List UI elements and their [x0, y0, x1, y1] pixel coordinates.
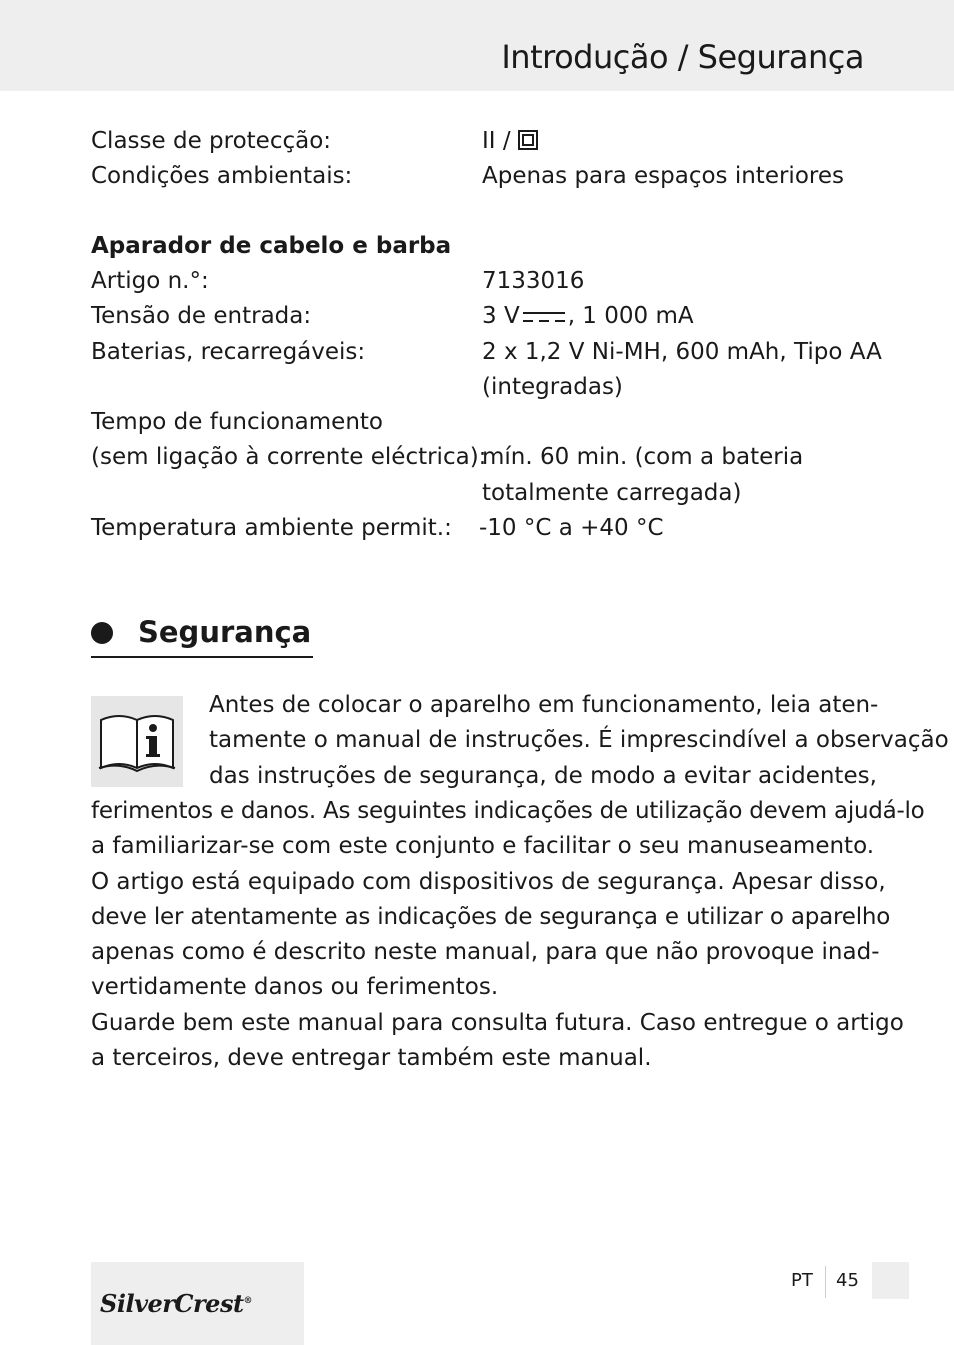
- safety-line: Antes de colocar o aparelho em funcionamento, leia aten-: [209, 692, 879, 718]
- section-heading-safety: [91, 612, 313, 658]
- registered-mark: ®: [243, 1296, 253, 1306]
- spec-value: mín. 60 min. (com a bateria: [482, 444, 804, 470]
- safety-line: deve ler atentamente as indicações de segurança e utilizar o aparelho: [91, 904, 891, 930]
- spec-label: Artigo n.°:: [91, 268, 209, 294]
- spec-value: Apenas para espaços interiores: [482, 163, 844, 189]
- safety-line: vertidamente danos ou ferimentos.: [91, 974, 499, 1000]
- spec-value: (integradas): [482, 374, 623, 400]
- footer-tab: [872, 1262, 909, 1299]
- page-number: 45: [836, 1270, 859, 1291]
- spec-label: Temperatura ambiente permit.:: [91, 515, 452, 541]
- spec-label: (sem ligação à corrente eléctrica):: [91, 444, 487, 470]
- spec-label: Baterias, recarregáveis:: [91, 339, 366, 365]
- safety-line: O artigo está equipado com dispositivos de segurança. Apesar disso,: [91, 869, 886, 895]
- page-title: Introdução / Segurança: [501, 38, 864, 76]
- dc-current-icon: [522, 310, 566, 324]
- section-title: Segurança: [138, 615, 312, 649]
- book-info-graphic: [91, 696, 183, 787]
- brand-logo: [91, 1262, 304, 1345]
- logo-wordmark: SilverCrest: [100, 1289, 244, 1318]
- language-code: PT: [791, 1270, 813, 1291]
- manual-info-icon: [91, 696, 183, 787]
- safety-line: a terceiros, deve entregar também este manual.: [91, 1045, 652, 1071]
- spec-value-text: II /: [482, 128, 511, 154]
- spec-value: 2 x 1,2 V Ni-MH, 600 mAh, Tipo AA: [482, 339, 882, 365]
- safety-line: apenas como é descrito neste manual, para que não provoque inad-: [91, 939, 880, 965]
- logo-text: [100, 1289, 252, 1318]
- spec-label: Condições ambientais:: [91, 163, 353, 189]
- spec-label: Classe de protecção:: [91, 128, 332, 154]
- safety-line: tamente o manual de instruções. É imprescindível a observação: [209, 727, 949, 753]
- voltage-prefix: 3 V: [482, 303, 520, 329]
- spec-value: [482, 299, 694, 334]
- safety-line: das instruções de segurança, de modo a evitar acidentes,: [209, 763, 877, 789]
- spec-value: [482, 124, 538, 159]
- spec-value: totalmente carregada): [482, 480, 742, 506]
- footer-divider: [825, 1266, 826, 1298]
- spec-label: Tensão de entrada:: [91, 303, 312, 329]
- safety-line: ferimentos e danos. As seguintes indicações de utilização devem ajudá-lo: [91, 798, 925, 824]
- spec-value: -10 °C a +40 °C: [479, 515, 664, 541]
- bullet-icon: [91, 622, 113, 644]
- spec-label: Tempo de funcionamento: [91, 409, 383, 435]
- voltage-suffix: , 1 000 mA: [567, 303, 694, 329]
- safety-line: a familiarizar-se com este conjunto e facilitar o seu manuseamento.: [91, 833, 875, 859]
- product-heading: Aparador de cabelo e barba: [91, 233, 452, 259]
- protection-class-ii-icon: [518, 130, 538, 150]
- spec-value: 7133016: [482, 268, 585, 294]
- safety-line: Guarde bem este manual para consulta futura. Caso entregue o artigo: [91, 1010, 904, 1036]
